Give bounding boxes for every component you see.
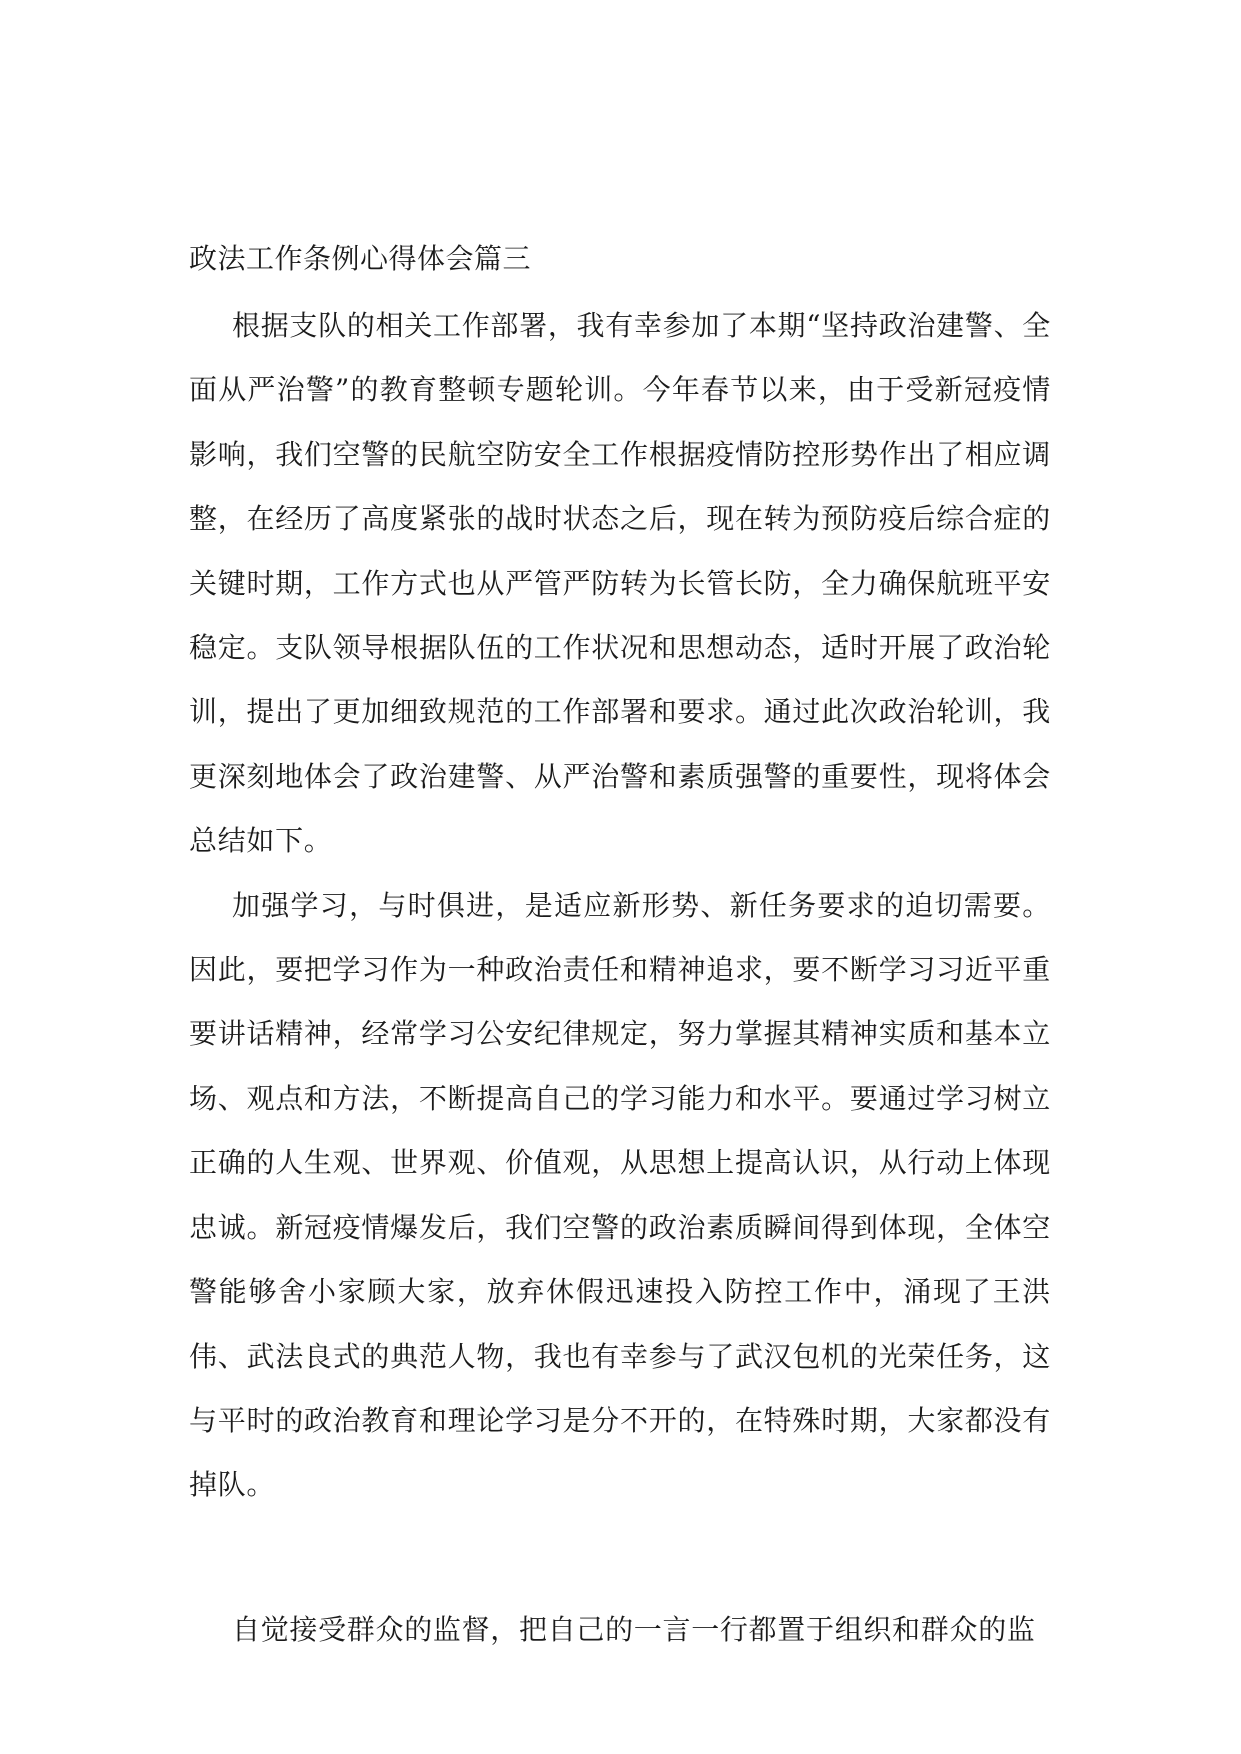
paragraph-3: 自觉接受群众的监督，把自己的一言一行都置于组织和群众的监 — [232, 1612, 1036, 1646]
document-title: 政法工作条例心得体会篇三 — [189, 242, 532, 275]
paragraph-1: 根据支队的相关工作部署，我有幸参加了本期“坚持政治建警、全面从严治警”的教育整顿专题轮训。今年春节以来，由于受新冠疫情影响，我们空警的民航空防安全工作根据疫情防控形势作出了相应调整，在经历了高度紧张的战时状态之后，现在转为预防疫后综合症的关键时期，工作方式也从严管严防转为长管长防，全力确保航班平安稳定。支队领导根据队伍的工作状况和思想动态，适时开展了政治轮训，提出了更加细致规范的工作部署和要求。通过此次政治轮训，我更深刻地体会了政治建警、从严治警和素质强警的重要性，现将体会总结如下。 — [189, 309, 1051, 858]
paragraph-2: 加强学习，与时俱进，是适应新形势、新任务要求的迫切需要。因此，要把学习作为一种政治责任和精神追求，要不断学习习近平重要讲话精神，经常学习公安纪律规定，努力掌握其精神实质和基本立场、观点和方法，不断提高自己的学习能力和水平。要通过学习树立正确的人生观、世界观、价值观，从思想上提高认识，从行动上体现忠诚。新冠疫情爆发后，我们空警的政治素质瞬间得到体现，全体空警能够舍小家顾大家，放弃休假迅速投入防控工作中，涌现了王洪伟、武法良式的典范人物，我也有幸参与了武汉包机的光荣任务，这与平时的政治教育和理论学习是分不开的，在特殊时期，大家都没有掉队。 — [189, 888, 1051, 1502]
document-body — [189, 230, 1051, 1662]
